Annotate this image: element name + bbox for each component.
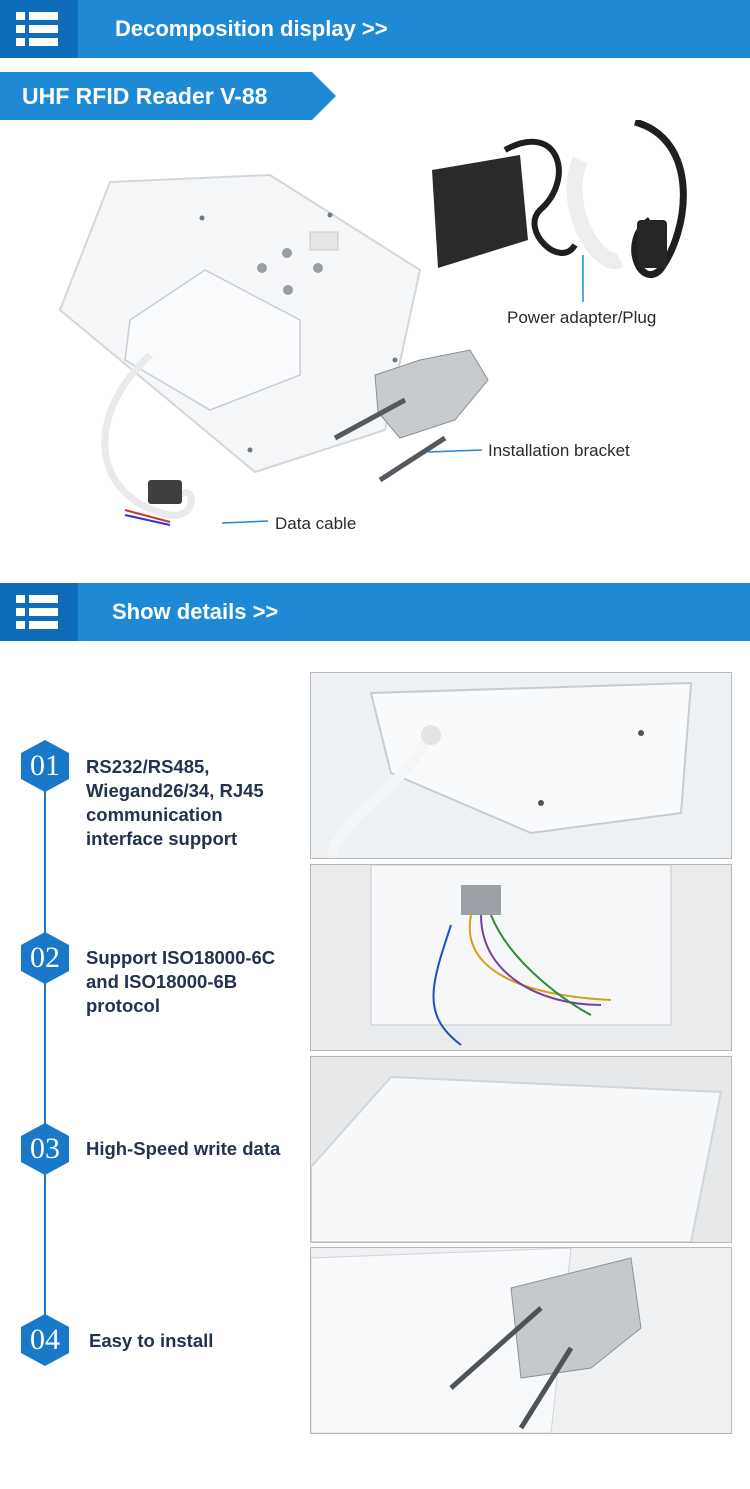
reader-panel (60, 175, 420, 472)
feature-number-badge: 01 (21, 740, 69, 792)
feature-text: Easy to install (89, 1330, 214, 1351)
decomposition-banner (0, 0, 750, 58)
feature-number-badge: 04 (21, 1314, 69, 1366)
product-exploded-illustration (0, 120, 750, 580)
detail-photo-bracket (310, 1247, 732, 1434)
feature-number-badge: 02 (21, 932, 69, 984)
section-title: Show details >> (112, 599, 279, 624)
section-title: Decomposition display >> (115, 16, 388, 41)
details-banner (0, 583, 750, 641)
product-title-tag (0, 72, 336, 120)
feature-text: RS232/RS485, Wiegand26/34, RJ45 communication interface support (86, 756, 264, 849)
data-cable-callout: Data cable (275, 514, 357, 533)
feature-number-badge: 03 (21, 1123, 69, 1175)
list-icon (0, 583, 78, 641)
list-icon (0, 0, 78, 58)
feature-text: High-Speed write data (86, 1138, 281, 1159)
timeline-line (44, 770, 46, 1340)
feature-text: Support ISO18000-6C and ISO18000-6B protocol (86, 947, 276, 1016)
detail-photo-cable-connector (310, 672, 732, 859)
detail-photo-panel-surface (310, 1056, 732, 1243)
power-adapter-callout: Power adapter/Plug (507, 308, 657, 327)
detail-photo-wiring (310, 864, 732, 1051)
power-adapter (432, 122, 683, 275)
product-name: UHF RFID Reader V-88 (22, 83, 268, 109)
installation-bracket-callout: Installation bracket (488, 441, 630, 460)
